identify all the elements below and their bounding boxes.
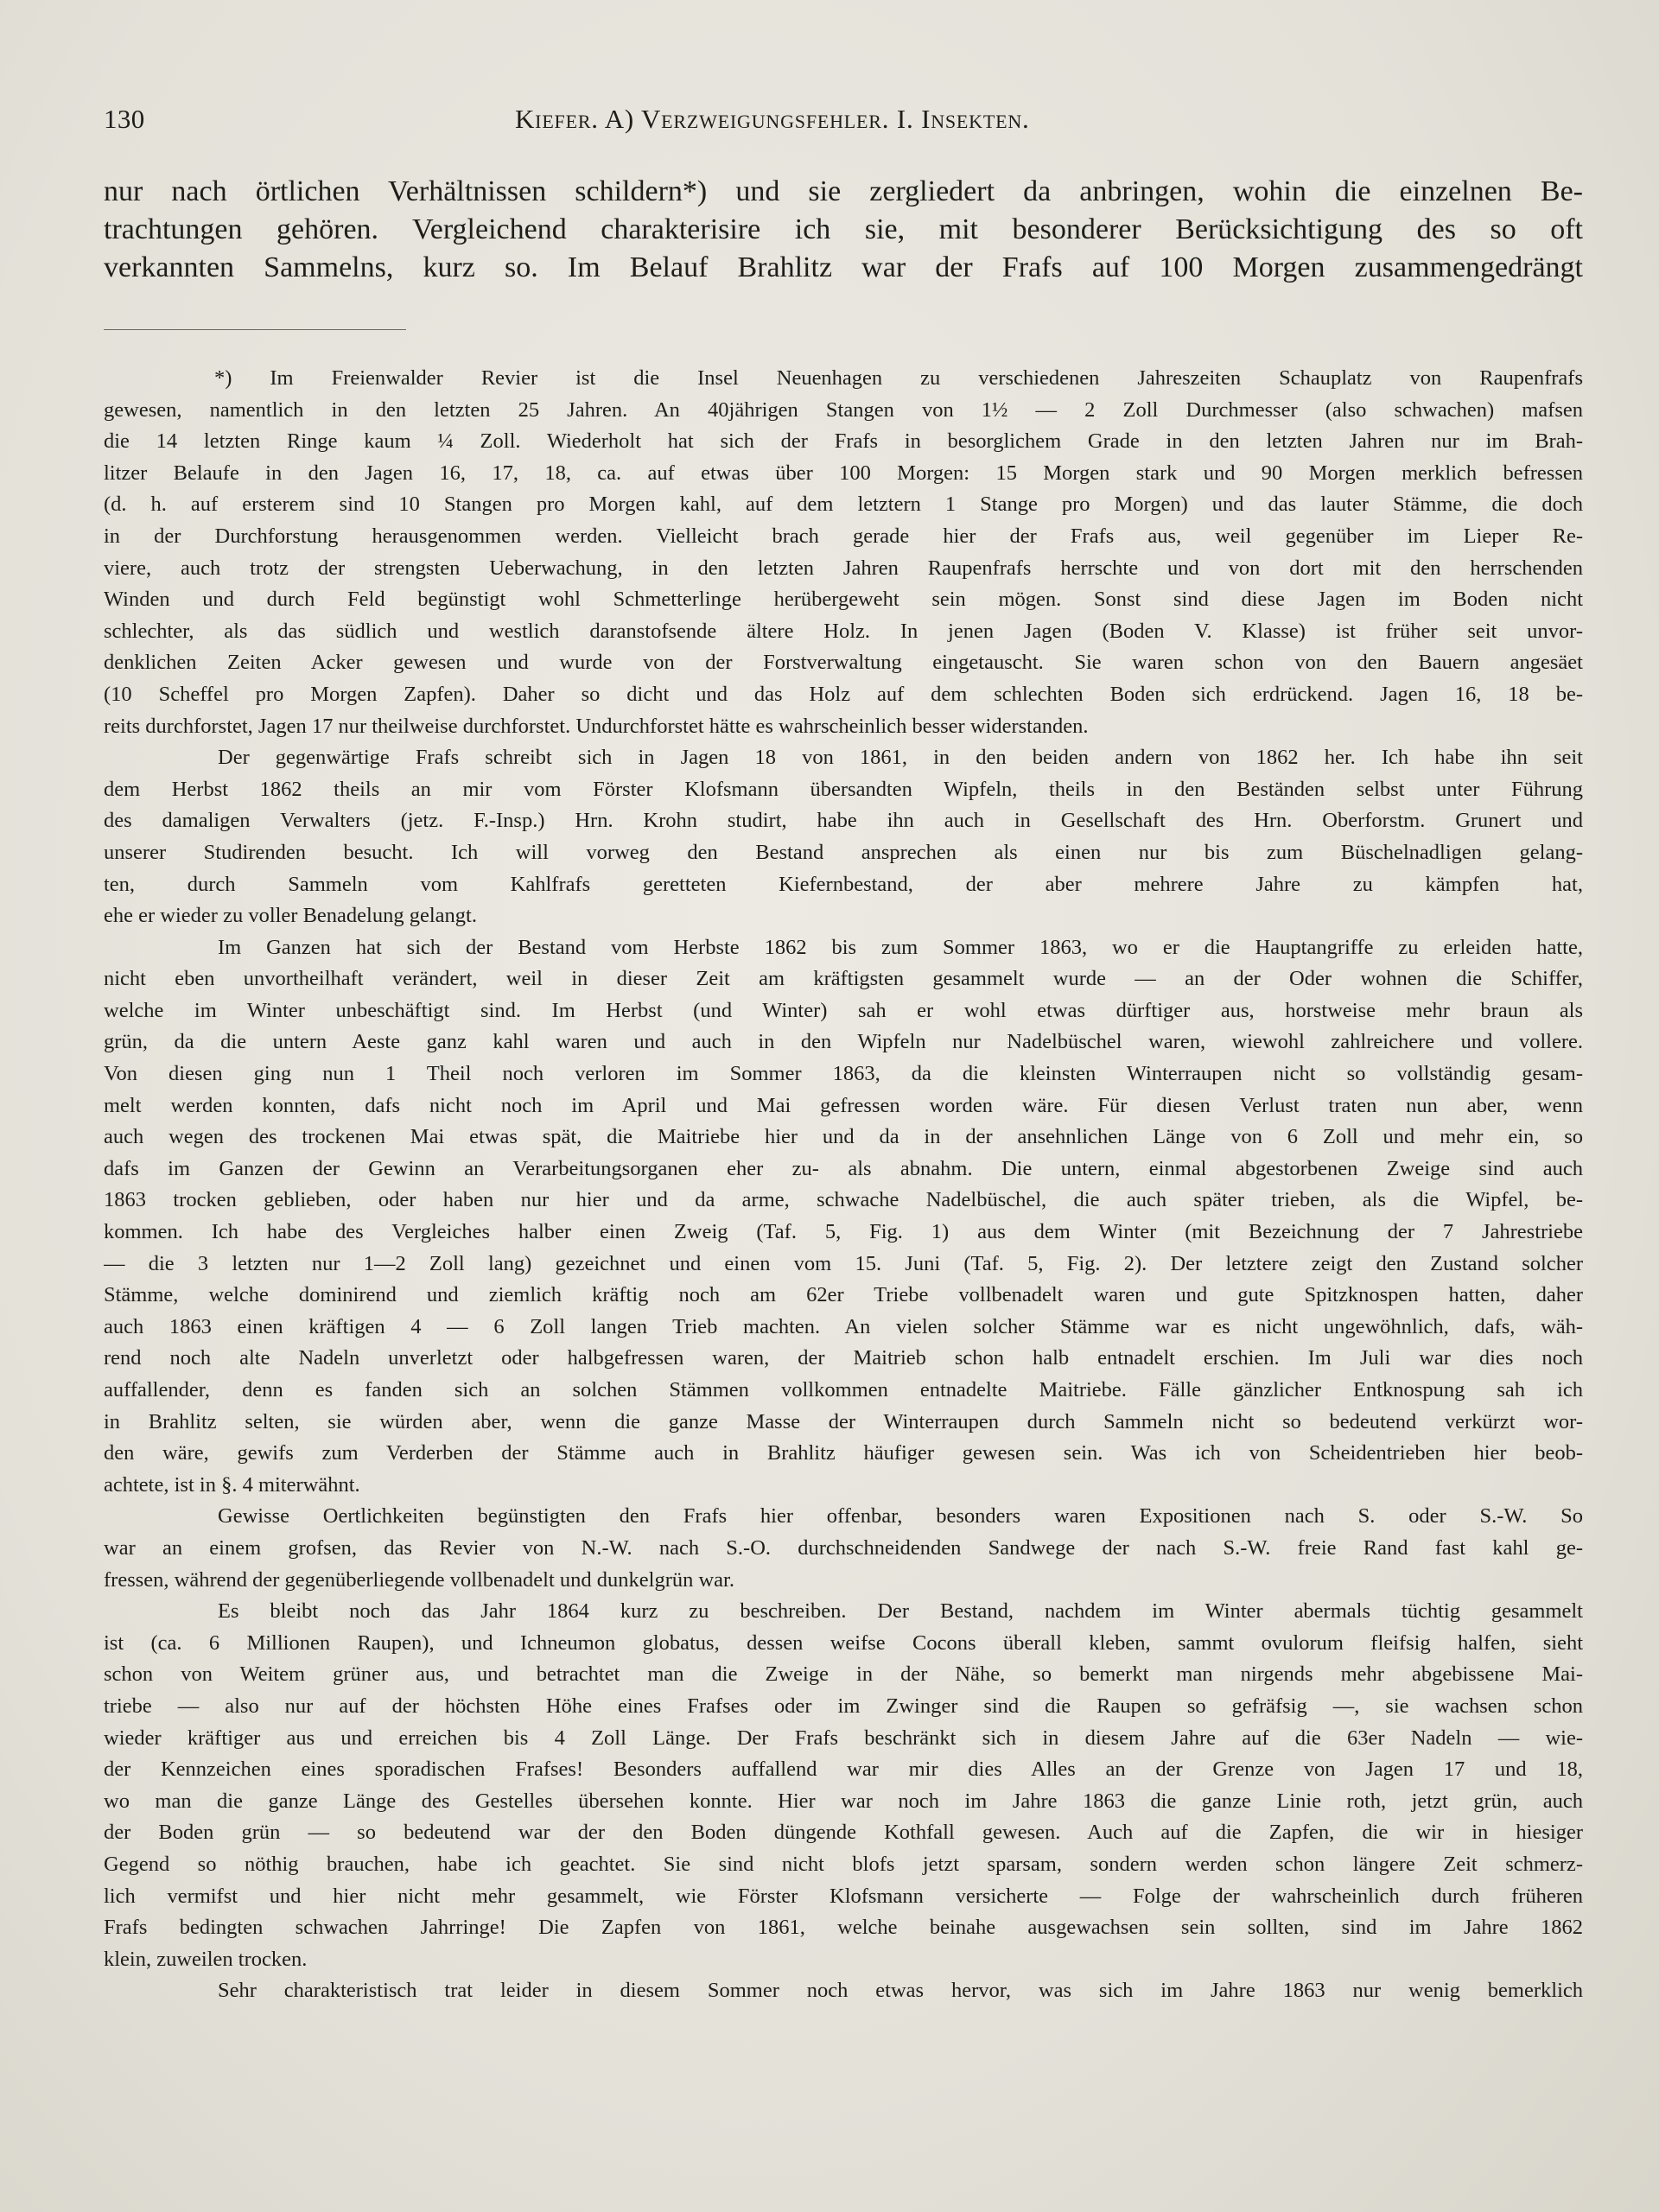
- footnote-line: melt werden konnten, dafs nicht noch im April und Mai gefressen worden wäre. Für diesen Verlust traten nun aber, wenn: [104, 1093, 1583, 1117]
- footnote-line: Gewisse Oertlichkeiten begünstigten den Frafs hier offenbar, besonders waren Expositionen nach S. oder S.-W. So: [218, 1504, 1583, 1529]
- footnote-line: Es bleibt noch das Jahr 1864 kurz zu beschreiben. Der Bestand, nachdem im Winter abermals tüchtig gesammelt: [218, 1599, 1583, 1624]
- running-header: [104, 104, 1581, 142]
- footnote-line: auch 1863 einen kräftigen 4 — 6 Zoll langen Trieb machten. An vielen solcher Stämme war es nicht ungewöhnlich, dafs, wäh-: [104, 1314, 1583, 1338]
- footnote-line: die 14 letzten Ringe kaum ¼ Zoll. Wiederholt hat sich der Frafs in besorglichem Grade in den letzten Jahren nur im Brah-: [104, 429, 1583, 454]
- footnote-line: unserer Studirenden besucht. Ich will vorweg den Bestand ansprechen als einen nur bis zum Büschelnadligen gelang-: [104, 840, 1583, 864]
- footnote-line: wieder kräftiger aus und erreichen bis 4 Zoll Länge. Der Frafs beschränkt sich in diesem Jahre auf die 63er Nadeln — wie-: [104, 1726, 1583, 1750]
- footnote-line: klein, zuweilen trocken.: [104, 1947, 308, 1971]
- footnote-line: achtete, ist in §. 4 miterwähnt.: [104, 1472, 360, 1497]
- footnote-line: schon von Weitem grüner aus, und betrachtet man die Zweige in der Nähe, so bemerkt man nirgends mehr abgebissene Mai-: [104, 1662, 1583, 1687]
- footnote-line: (d. h. auf ersterem sind 10 Stangen pro Morgen kahl, auf dem letztern 1 Stange pro Morgen) und das lauter Stämme, die doch: [104, 493, 1583, 517]
- footnote-line: der Boden grün — so bedeutend war der den Boden düngende Kothfall gewesen. Auch auf die Zapfen, die wir in hiesiger: [104, 1821, 1583, 1845]
- footnote-separator: [104, 329, 406, 330]
- footnote-line: lich vermifst und hier nicht mehr gesammelt, wie Förster Klofsmann versicherte — Folge der wahrscheinlich durch früheren: [104, 1884, 1583, 1908]
- footnote-line: — die 3 letzten nur 1—2 Zoll lang) gezeichnet und einen vom 15. Juni (Taf. 5, Fig. 2). Der letztere zeigt den Zustand solcher: [104, 1251, 1583, 1275]
- footnote-line: in der Durchforstung herausgenommen werden. Vielleicht brach gerade hier der Frafs aus, weil gegenüber im Lieper Re-: [104, 524, 1583, 548]
- footnote-line: ist (ca. 6 Millionen Raupen), und Ichneumon globatus, dessen weifse Cocons überall kleben, sammt ovulorum fleifsig halfen, sieht: [104, 1630, 1583, 1655]
- footnote-line: Winden und durch Feld begünstigt wohl Schmetterlinge herübergeweht sein mögen. Sonst sind diese Jagen im Boden nicht: [104, 588, 1583, 612]
- footnote-line: dafs im Ganzen der Gewinn an Verarbeitungsorganen eher zu- als abnahm. Die untern, einmal abgestorbenen Zweige sind auch: [104, 1156, 1583, 1180]
- main-text-line: verkannten Sammelns, kurz so. Im Belauf Brahlitz war der Frafs auf 100 Morgen zusammengedrängt: [104, 251, 1583, 283]
- footnote-line: wo man die ganze Länge des Gestelles übersehen konnte. Hier war noch im Jahre 1863 die ganze Linie roth, jetzt grün, auch: [104, 1789, 1583, 1813]
- page-number: 130: [104, 104, 145, 134]
- footnote-line: Gegend so nöthig brauchen, habe ich geachtet. Sie sind nicht blofs jetzt sparsam, sondern werden schon längere Zeit schmerz-: [104, 1852, 1583, 1876]
- footnote-line: Im Ganzen hat sich der Bestand vom Herbste 1862 bis zum Sommer 1863, wo er die Hauptangriffe zu erleiden hatte,: [218, 935, 1583, 959]
- footnote-line: Sehr charakteristisch trat leider in diesem Sommer noch etwas hervor, was sich im Jahre 1863 nur wenig bemerklich: [218, 1979, 1583, 2003]
- footnote-line: Der gegenwärtige Frafs schreibt sich in Jagen 18 von 1861, in den beiden andern von 1862 her. Ich habe ihn seit: [218, 746, 1583, 770]
- running-title: Kiefer. A) Verzweigungsfehler. I. Insekten.: [515, 104, 1030, 134]
- footnote-line: gewesen, namentlich in den letzten 25 Jahren. An 40jährigen Stangen von 1½ — 2 Zoll Durchmesser (also schwachen) mafsen: [104, 397, 1583, 422]
- footnote-line: der Kennzeichen eines sporadischen Frafses! Besonders auffallend war mir dies Alles an der Grenze von Jagen 17 und 18,: [104, 1758, 1583, 1782]
- footnote-line: triebe — also nur auf der höchsten Höhe eines Frafses oder im Zwinger sind die Raupen so gefräfsig —, sie wachsen schon: [104, 1694, 1583, 1718]
- footnote-line: dem Herbst 1862 theils an mir vom Förster Klofsmann übersandten Wipfeln, theils in den Beständen selbst unter Führung: [104, 777, 1583, 801]
- footnote-line: Von diesen ging nun 1 Theil noch verloren im Sommer 1863, da die kleinsten Winterraupen nicht so vollständig gesam-: [104, 1062, 1583, 1086]
- footnote-line: rend noch alte Nadeln unverletzt oder halbgefressen waren, der Maitrieb schon halb entnadelt erschien. Im Juli war dies noch: [104, 1346, 1583, 1370]
- footnote-line: schlechter, als das südlich und westlich daranstofsende ältere Holz. In jenen Jagen (Boden V. Klasse) ist früher seit unvor-: [104, 619, 1583, 643]
- footnote-line: ten, durch Sammeln vom Kahlfrafs geretteten Kiefernbestand, der aber mehrere Jahre zu kämpfen hat,: [104, 872, 1583, 896]
- footnote-line: den wäre, gewifs zum Verderben der Stämme auch in Brahlitz häufiger gewesen sein. Was ich von Scheidentrieben hier beob-: [104, 1441, 1583, 1465]
- main-text-line: trachtungen gehören. Vergleichend charakterisire ich sie, mit besonderer Berücksichtigung des so oft: [104, 213, 1583, 245]
- footnote-line: fressen, während der gegenüberliegende vollbenadelt und dunkelgrün war.: [104, 1567, 734, 1592]
- footnote-line: ehe er wieder zu voller Benadelung gelangt.: [104, 904, 477, 928]
- footnote-line: denklichen Zeiten Acker gewesen und wurde von der Forstverwaltung eingetauscht. Sie waren schon von den Bauern angesäet: [104, 651, 1583, 675]
- footnote-line: welche im Winter unbeschäftigt sind. Im Herbst (und Winter) sah er wohl etwas dürftiger aus, horstweise mehr braun als: [104, 998, 1583, 1022]
- footnote-line: *) Im Freienwalder Revier ist die Insel Neuenhagen zu verschiedenen Jahreszeiten Schauplatz von Raupenfrafs: [214, 366, 1583, 390]
- footnote-line: kommen. Ich habe des Vergleiches halber einen Zweig (Taf. 5, Fig. 1) aus dem Winter (mit Bezeichnung der 7 Jahrestriebe: [104, 1220, 1583, 1244]
- footnote-line: grün, da die untern Aeste ganz kahl waren und auch in den Wipfeln nur Nadelbüschel waren, wiewohl zahlreichere und vollere.: [104, 1030, 1583, 1054]
- footnote-line: Frafs bedingten schwachen Jahrringe! Die Zapfen von 1861, welche beinahe ausgewachsen sein sollten, sind im Jahre 1862: [104, 1916, 1583, 1940]
- footnote-line: (10 Scheffel pro Morgen Zapfen). Daher so dicht und das Holz auf dem schlechten Boden sich erdrückend. Jagen 16, 18 be-: [104, 682, 1583, 706]
- main-text: [104, 173, 1583, 287]
- footnote-line: litzer Belaufe in den Jagen 16, 17, 18, ca. auf etwas über 100 Morgen: 15 Morgen stark und 90 Morgen merklich befressen: [104, 461, 1583, 485]
- footnote-line: reits durchforstet, Jagen 17 nur theilweise durchforstet. Undurchforstet hätte es wahrscheinlich besser widerstanden.: [104, 714, 1089, 738]
- main-text-line: nur nach örtlichen Verhältnissen schildern*) und sie zergliedert da anbringen, wohin die einzelnen Be-: [104, 175, 1583, 207]
- footnote-line: Stämme, welche dominirend und ziemlich kräftig noch am 62er Triebe vollbenadelt waren und gute Spitzknospen hatten, daher: [104, 1283, 1583, 1307]
- footnote-line: war an einem grofsen, das Revier von N.-W. nach S.-O. durchschneidenden Sandwege der nach S.-W. freie Rand fast kahl ge-: [104, 1535, 1583, 1560]
- footnote-line: des damaligen Verwalters (jetz. F.-Insp.) Hrn. Krohn studirt, habe ihn auch in Gesellschaft des Hrn. Oberforstm. Grunert und: [104, 809, 1583, 833]
- footnote: [104, 363, 1583, 2007]
- footnote-line: viere, auch trotz der strengsten Ueberwachung, in den letzten Jahren Raupenfrafs herrschte und von dort mit den herrschenden: [104, 556, 1583, 580]
- footnote-line: auch wegen des trockenen Mai etwas spät, die Maitriebe hier und da in der ansehnlichen Länge von 6 Zoll und mehr ein, so: [104, 1125, 1583, 1149]
- footnote-line: in Brahlitz selten, sie würden aber, wenn die ganze Masse der Winterraupen durch Sammeln nicht so bedeutend verkürzt wor-: [104, 1409, 1583, 1433]
- footnote-line: nicht eben unvortheilhaft verändert, weil in dieser Zeit am kräftigsten gesammelt wurde — an der Oder wohnen die Schiffer,: [104, 967, 1583, 991]
- footnote-line: auffallender, denn es fanden sich an solchen Stämmen vollkommen entnadelte Maitriebe. Fälle gänzlicher Entknospung sah ich: [104, 1378, 1583, 1402]
- footnote-line: 1863 trocken geblieben, oder haben nur hier und da arme, schwache Nadelbüschel, die auch später trieben, als die Wipfel, be-: [104, 1188, 1583, 1212]
